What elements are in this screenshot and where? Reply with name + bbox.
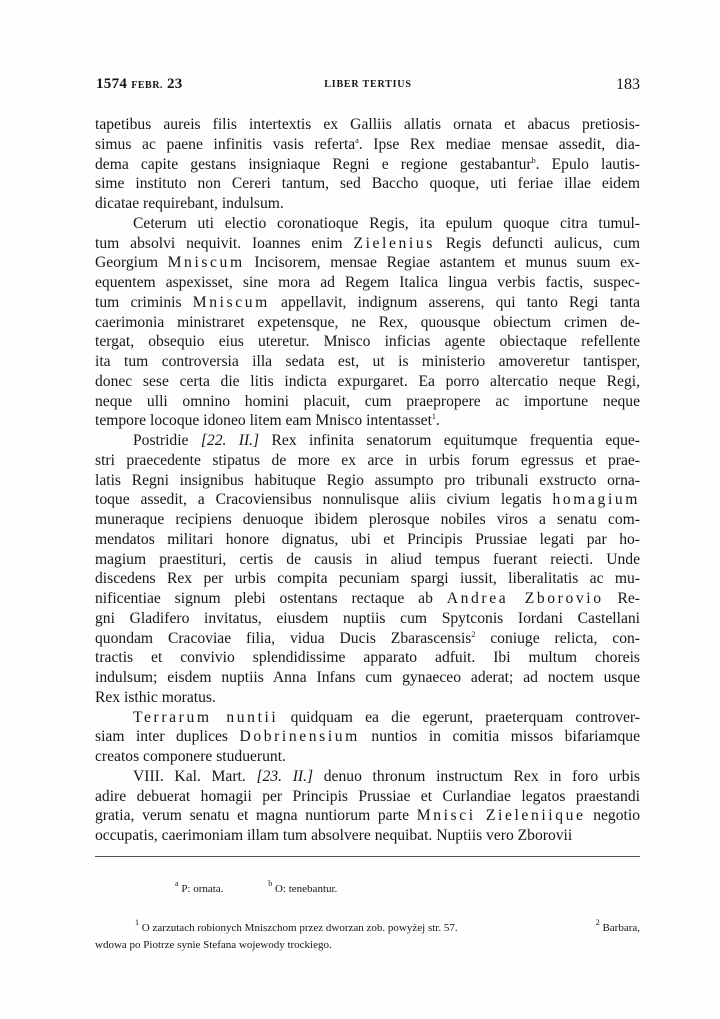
footnote-line — [95, 920, 640, 937]
footnote-reference: b — [531, 155, 536, 165]
text-line: tum absolvi nequivit. Ioannes enim Zielenius Regis defuncti aulicus, cum — [95, 234, 640, 252]
text-line: muneraque recipiens denuoque ibidem plerosque nobiles viros a senatu com- — [95, 511, 640, 528]
text-line: gratia, verum senatu et magna nuntiorum parte Mnisci Zieleniique negotio — [95, 807, 640, 825]
text-line: simus ac paene infinitis vasis referta$^a$. Ipse Rex mediae mensae assedit, dia- — [95, 135, 640, 153]
running-header — [96, 76, 640, 98]
text-line: donec sese certa die litis indicta expurgaret. Ea porro altercatio neque Regi, — [95, 372, 640, 390]
footnote-2-continued: wdowa po Piotrze synie Stefana wojewody trockiego. — [95, 939, 332, 951]
spaced-name: homagium — [552, 491, 640, 509]
text-line: siam inter duplices Dobrinensium nuntios in comitia missos bifariamque — [95, 728, 640, 746]
paragraph — [95, 708, 640, 767]
spaced-name: Mniscum — [167, 254, 245, 272]
text-line: mendatos militari honore dignatus, ubi et Principis Prussiae legati par ho- — [95, 530, 640, 548]
header-day: 23 — [167, 76, 183, 92]
text-line: adire debuerat homagii per Principis Prussiae et Curlandiae legatos praestandi — [95, 787, 640, 805]
footnote-1 — [135, 918, 458, 934]
text-line: VIII. Kal. Mart. [23. II.] denuo thronum instructum Rex in foro urbis — [133, 767, 640, 785]
text-line: ita tum controversia illa sedata est, ut is ministerio amoveretur tantisper, — [95, 353, 640, 370]
text-line: discedens Rex per urbis compita pecuniam spargi iussit, liberalitatis ac mu- — [95, 570, 640, 588]
text-line: Ceterum uti electio coronatioque Regis, ita epulum quoque citra tumul- — [133, 214, 640, 232]
variant-mark: a — [175, 879, 179, 888]
footnote-reference: 1 — [431, 412, 436, 422]
text-line: caerimonia ministraret expetensque, ne Rex, quousque obiectum crimen de- — [95, 313, 640, 331]
footnotes — [95, 920, 640, 954]
text-line: sime instituto non Cereri tantum, sed Baccho quoque, uti feriae illae eidem — [95, 175, 640, 193]
variant-a — [175, 879, 224, 895]
text-line: indulsum; eisdem nuptiis Anna Infans cum gynaeceo aderat; ad noctem usque — [95, 669, 640, 686]
paragraph — [95, 214, 640, 431]
text-line: tapetibus aureis filis intertextis ex Galliis allatis ornata et abacus pretiosis- — [95, 116, 640, 133]
text-line: dema capite gestans insigniaque Regni e regione gestabantur$^b$. Epulo lautis- — [95, 155, 641, 173]
spaced-name: Mnisci Zieleniique — [416, 807, 586, 825]
text-line: tum criminis Mniscum appellavit, indignum asserens, qui tanto Regi tanta — [95, 293, 640, 311]
spaced-name: Dobrinensium — [239, 728, 360, 746]
textual-variants — [175, 879, 379, 895]
variant-text: P: ornata. — [181, 883, 224, 895]
variant-text: O: tenebantur. — [274, 883, 338, 895]
text-line: tergat, obsequio eius uteretur. Mnisco inficias agente obiectaque refellente — [95, 333, 640, 351]
spaced-name: Terrarum nuntii — [133, 708, 279, 726]
footnote-text: Barbara, — [602, 922, 640, 934]
text-line: Rex isthic moratus. — [95, 688, 216, 706]
footnote-2-start — [596, 920, 640, 937]
paragraph — [95, 767, 640, 846]
header-month: FEBR. — [131, 80, 163, 91]
text-line: latis Regni insignibus habituque Regio assumpto pro tribunali exstructo orna- — [95, 471, 640, 489]
main-text — [95, 115, 640, 846]
text-line: stri praecedente stipatus de more ex arce in urbis forum egressus et prae- — [95, 451, 640, 469]
footnote-separator — [95, 856, 640, 857]
paragraph — [95, 115, 640, 214]
spaced-name: Mniscum — [192, 293, 270, 311]
footnote-text: O zarzutach robionych Mniszchom przez dworzan zob. powyżej str. 57. — [141, 922, 458, 934]
header-year: 1574 — [96, 76, 128, 92]
text-line: Georgium Mniscum Incisorem, mensae Regiae astantem et munus suum ex- — [95, 254, 640, 272]
text-line: toque assedit, a Cracoviensibus nonnulisque aliis civium legatis homagium — [95, 491, 640, 509]
variant-b — [268, 879, 338, 895]
text-line: Postridie [22. II.] Rex infinita senatorum equitumque frequentia eque- — [133, 432, 640, 449]
text-line: Terrarum nuntii quidquam ea die egerunt, praeterquam controver- — [133, 708, 640, 726]
text-line: neque ulli omnino homini placuit, cum praepropere ac importune neque — [95, 392, 640, 410]
text-line: occupatis, caerimoniam illam tum absolvere nequibat. Nuptiis vero Zborovii — [95, 827, 573, 844]
footnote-reference: a — [355, 135, 359, 145]
footnote-mark: 2 — [595, 918, 600, 927]
text-line: nificentiae signum plebi ostentans rectaque ab Andrea Zborovio Re- — [95, 590, 640, 607]
text-line: magium praestituri, certis de causis in aliud tempus fuerant reiecti. Unde — [95, 550, 640, 568]
text-line: tractis et convivio splendidissime apparato adfuit. Ibi multum choreis — [95, 649, 640, 667]
text-line: quondam Cracoviae filia, vidua Ducis Zbarascensis$^2$ coniuge relicta, con- — [95, 629, 640, 647]
page-number: 183 — [616, 76, 640, 93]
text-line: tempore locoque idoneo litem eam Mnisco intentasset$^1$. — [95, 412, 440, 430]
spaced-name: Zielenius — [353, 234, 435, 252]
spaced-name: Andrea Zborovio — [446, 590, 604, 607]
variant-mark: b — [268, 879, 273, 888]
text-line: equentem aspexisset, sine mora ad Regem Italica lingua verbis factis, suspec- — [95, 274, 640, 291]
text-line: creatos componere studuerunt. — [95, 748, 286, 765]
footnote-reference: 2 — [471, 629, 476, 639]
paragraph — [95, 431, 640, 708]
date-annotation: [22. II.] — [200, 432, 260, 449]
date-annotation: [23. II.] — [256, 767, 314, 785]
running-title: LIBER TERTIUS — [324, 79, 412, 90]
footnote-mark: 1 — [135, 918, 139, 927]
text-line: dicatae requirebant, indulsum. — [95, 195, 284, 212]
text-line: gni Gladifero invitatus, eiusdem nuptiis cum Spytconis Iordani Castellani — [95, 609, 640, 627]
